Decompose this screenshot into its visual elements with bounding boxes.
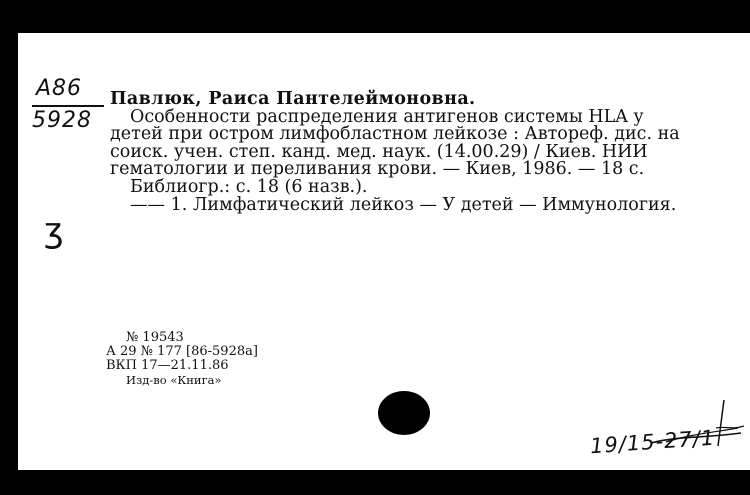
catalog-card bbox=[18, 33, 750, 470]
bibliography-note: Библиогр.: с. 18 (6 назв.). bbox=[130, 176, 368, 197]
entry-body: Особенности распределения антигенов системы HLA у детей при остром лимфобластном лейкозе : Автореф. дис. на соиск. учен. степ. канд. мед. наук. (14.00.29) / Киев. НИИ гематологии и переливания крови. — Киев, 1986. — 18 с. bbox=[110, 106, 680, 180]
shelfmark-divider bbox=[32, 105, 104, 107]
bibliographic-entry bbox=[110, 91, 700, 214]
inventory-stamp: 19/15-27/1 bbox=[589, 425, 716, 459]
shelfmark-line-2: 5928 bbox=[32, 108, 92, 133]
note-call-number: А 29 № 177 [86-5928а] bbox=[106, 344, 258, 359]
subject-tracing: —— 1. Лимфатический лейкоз — У детей — Иммунология. bbox=[130, 194, 677, 215]
shelfmark-line-1: A86 bbox=[36, 76, 83, 101]
note-publisher: Изд-во «Книга» bbox=[126, 373, 222, 387]
note-vkp: ВКП 17—21.11.86 bbox=[106, 358, 229, 373]
punch-hole bbox=[378, 391, 430, 435]
author-heading: Павлюк, Раиса Пантелеймоновна. bbox=[110, 89, 476, 109]
card-notes bbox=[106, 331, 258, 387]
note-number: № 19543 bbox=[126, 330, 184, 345]
handwritten-mark: ʒ bbox=[44, 211, 64, 251]
